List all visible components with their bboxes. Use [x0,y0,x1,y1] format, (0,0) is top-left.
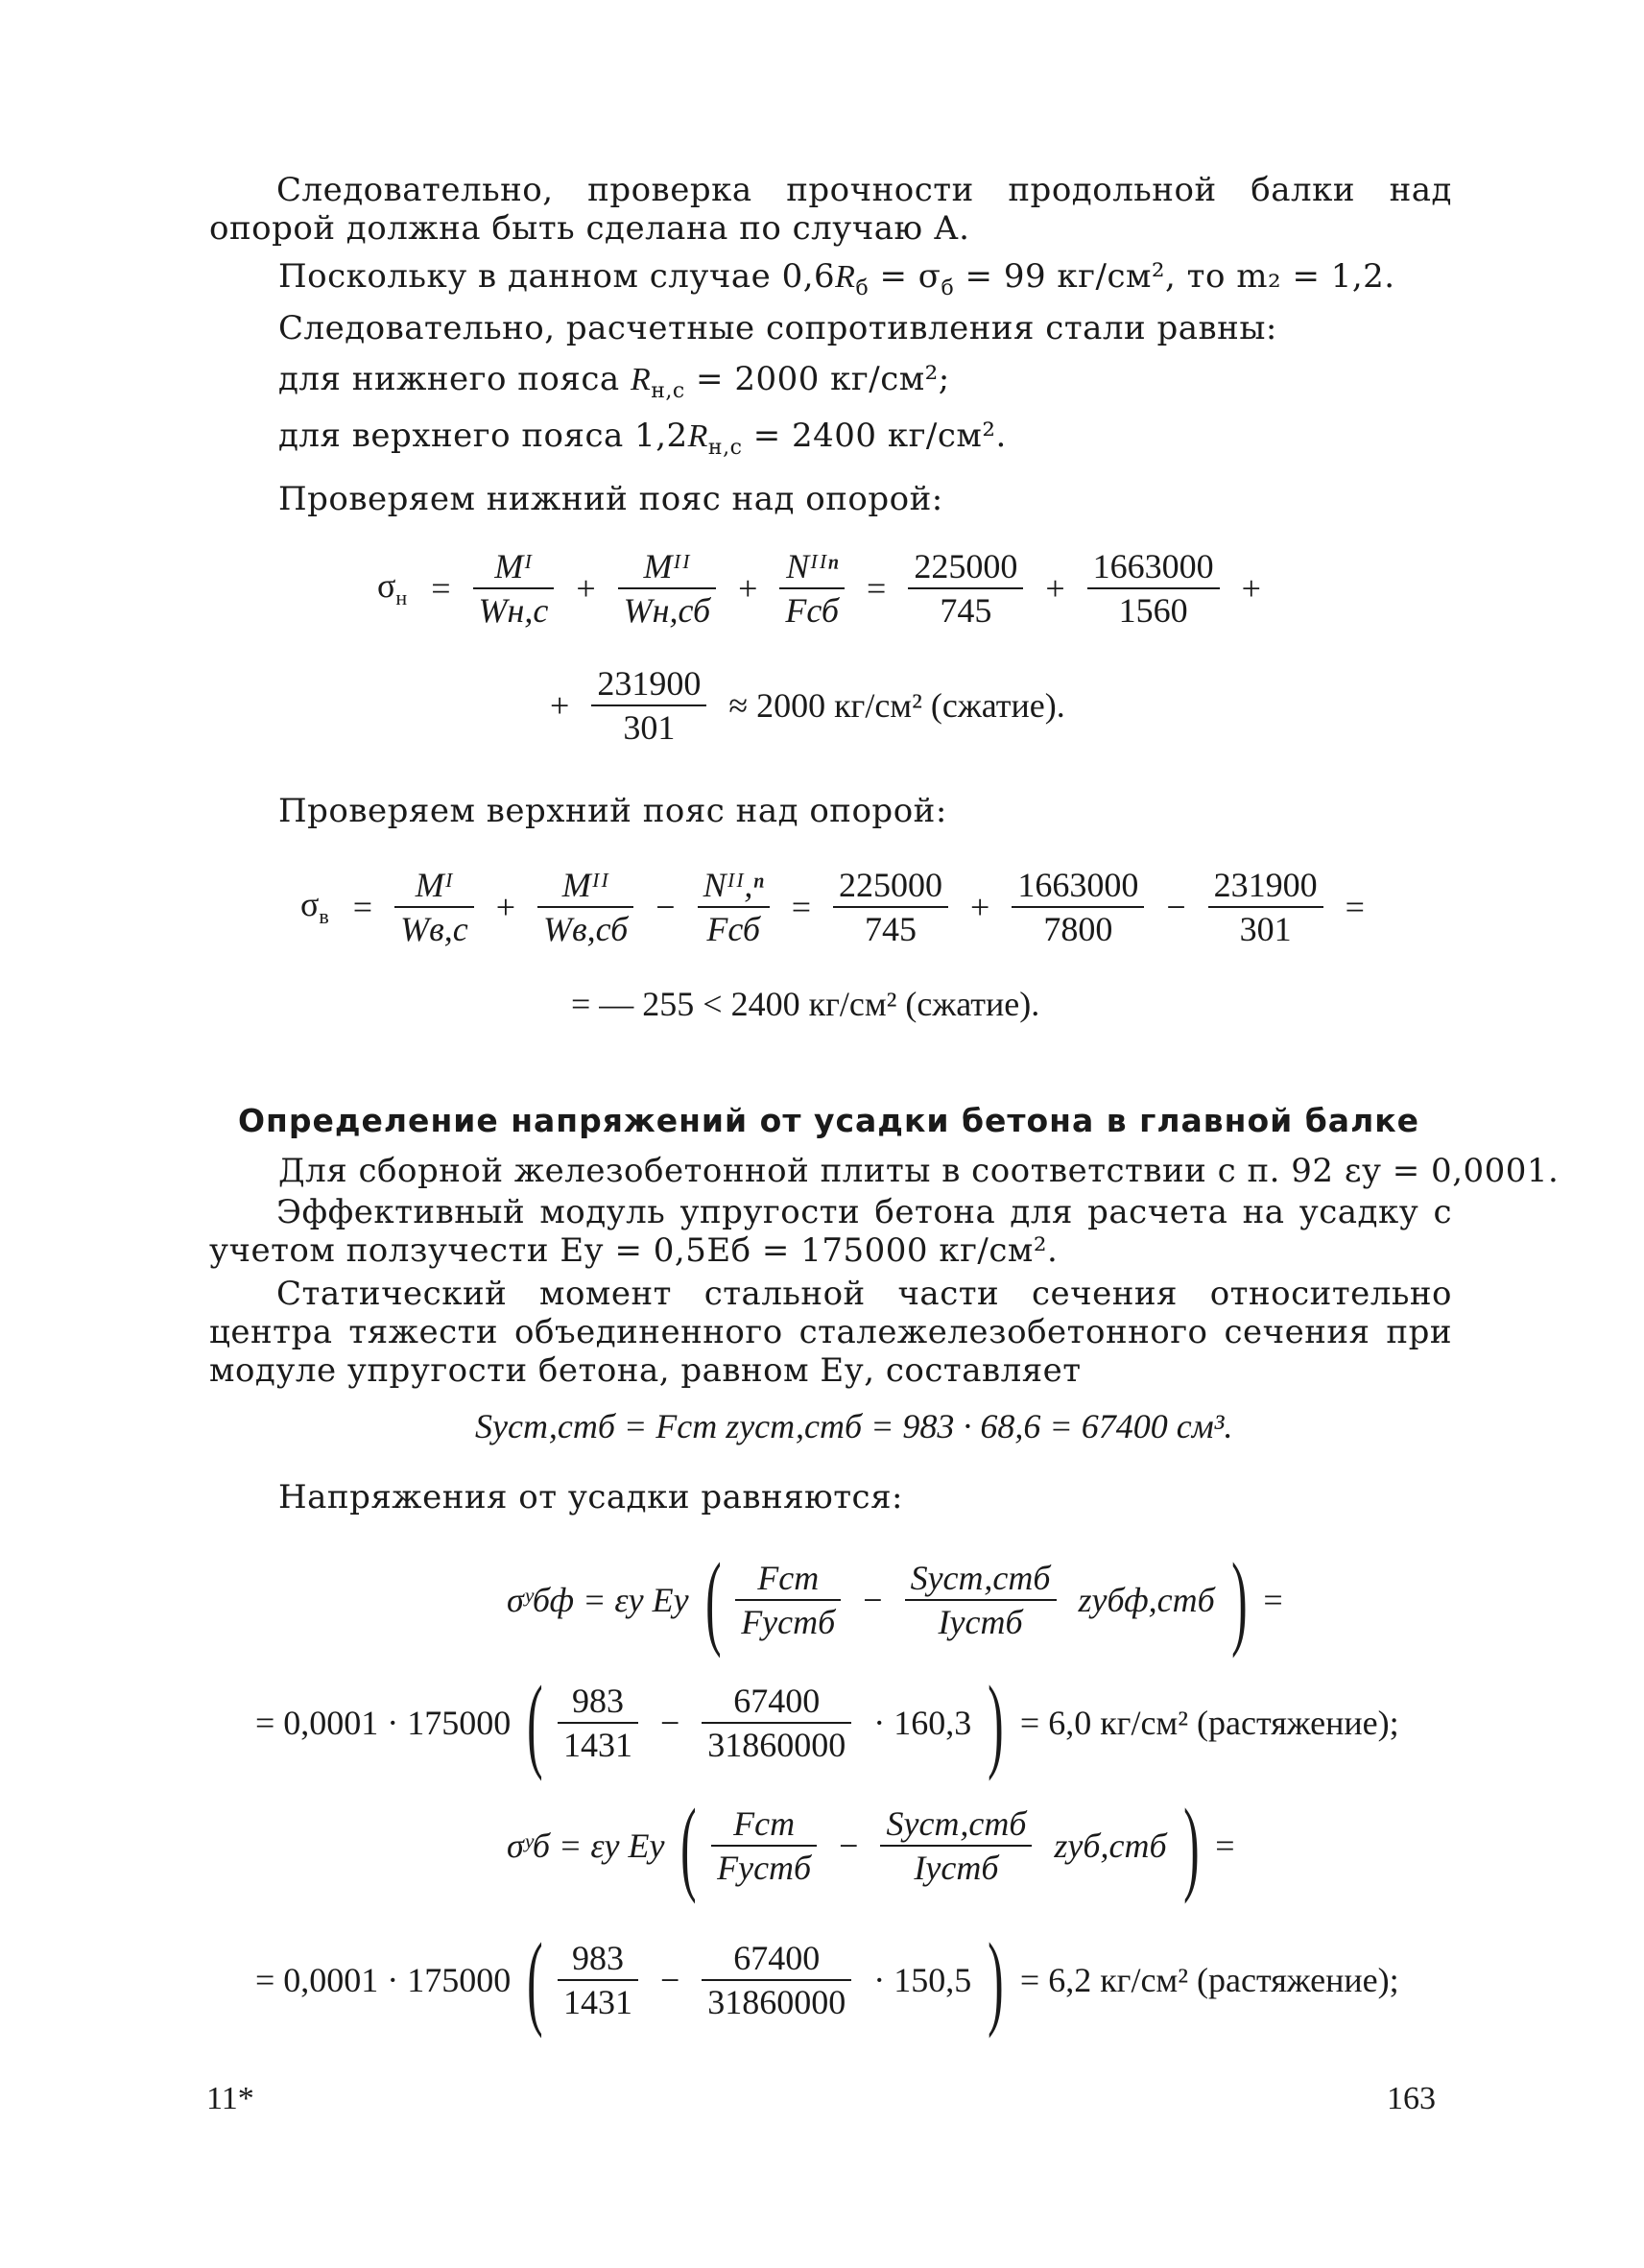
eq5-cmult: · 150,5 [873,1961,972,1999]
para2-sub2: б [941,275,955,300]
signature-mark: 11* [206,2081,254,2116]
eq1-result: ≈ 2000 кг/см² (сжатие). [728,686,1065,725]
equation-lower-chord-cont: + $\frac{231900}{301}$ ≈ 2000 кг/см² (сжатие). [550,664,1065,747]
eq2-result: = — 255 < 2400 кг/см² (сжатие). [571,985,1040,1023]
paragraph-4 [278,360,950,411]
eq5-frac1: $\frac{\text{Fст}}{\text{Fустб}}$ [711,1802,817,1889]
para5-r: R [687,418,708,454]
eq2-lhs: $\sigma_в$ [300,885,329,929]
equation-shrinkage-bf-calc: = 0,0001 · 175000 ( $\frac{983}{1431}$ − $\frac{67400}{31860000}$ · 160,3 ) = 6,0 кг/см² (растяжение); [255,1664,1399,1781]
eq4-tail: zубф,стб [1078,1581,1215,1619]
eq5-tail: zуб,стб [1054,1826,1167,1865]
page-number: 163 [1387,2081,1436,2116]
paragraph-6: Проверяем нижний пояс над опорой: [278,480,943,518]
eq5-cfrac1: $\frac{983}{1431}$ [558,1937,638,2023]
eq4-frac1: $\frac{\text{Fст}}{\text{Fустб}}$ [735,1557,841,1643]
eq2-value3: $\frac{231900}{301}$ [1208,864,1323,950]
eq5-calc-pre: = 0,0001 · 175000 [255,1961,512,1999]
para4-post: = 2000 кг/см²; [684,360,950,398]
para2-r: R [835,259,856,295]
eq4-cfrac1: $\frac{983}{1431}$ [558,1680,638,1766]
eq4-cmult: · 160,3 [873,1704,972,1742]
eq1-value3: $\frac{231900}{301}$ [591,662,706,749]
eq1-lhs: $\sigma_н$ [377,566,408,610]
eq1-term2: $\frac{\text{Mᴵᴵ}}{Wн,сб}$ [618,545,716,632]
para4-r: R [630,362,652,397]
paragraph-10: Статический момент стальной части сечения относительно центра тяжести объединенного сталежелезобетонного сечения при модуле упругости бетона, равном Eу, составляет [209,1275,1452,1390]
eq1-term3: $\frac{\text{Nᴵᴵⁿ}}{\text{Fсб}}$ [779,545,845,632]
eq1-term1: $\frac{\text{Mᴵ}}{Wн,с}$ [473,545,555,632]
equation-static-moment: Sуст,стб = Fст zуст,стб = 983 · 68,6 = 67400 см³. [475,1407,1233,1445]
paragraph-11: Напряжения от усадки равняются: [278,1478,903,1516]
paragraph-9: Эффективный модуль упругости бетона для расчета на усадку с учетом ползучести Eу = 0,5Eб = 175000 кг/см². [209,1193,1452,1270]
eq4-lhs: σʸбф = εу Eу [507,1581,689,1619]
eq5-cfrac2: $\frac{67400}{31860000}$ [702,1937,851,2023]
equation-shrinkage-b-calc: = 0,0001 · 175000 ( $\frac{983}{1431}$ − $\frac{67400}{31860000}$ · 150,5 ) = 6,2 кг/см² (растяжение); [255,1922,1399,2039]
para5-pre: для верхнего пояса 1,2 [278,417,688,455]
eq2-value2: $\frac{1663000}{7800}$ [1012,864,1144,950]
eq2-value1: $\frac{225000}{745}$ [833,864,948,950]
equation-shrinkage-b: σʸб = εу Eу ( $\frac{\text{Fст}}{\text{Fустб}}$ − $\frac{\text{Sуст,стб}}{\text{Iустб}}$ zуб,стб ) = [507,1787,1235,1904]
eq2-term1: $\frac{\text{Mᴵ}}{Wв,с}$ [394,864,474,950]
eq2-term2: $\frac{\text{Mᴵᴵ}}{Wв,сб}$ [537,864,633,950]
equation-lower-chord: $\sigma_н$ = $\frac{\text{Mᴵ}}{Wн,с}$ + $\frac{\text{Mᴵᴵ}}{Wн,сб}$ + $\frac{\text{Nᴵᴵⁿ}}{\text{Fсб}}$ = $\frac{225000}{745}$ + $\frac{1663000}{1560}$ + [377,547,1261,630]
eq1-value1: $\frac{225000}{745}$ [908,545,1023,632]
paragraph-1: Следовательно, проверка прочности продольной балки над опорой должна быть сделана по случаю А. [209,171,1452,248]
para2-sub: б [855,275,870,300]
paragraph-8: Для сборной железобетонной плиты в соответствии с п. 92 εу = 0,0001. [278,1152,1560,1190]
eq5-lhs: σʸб = εу Eу [507,1826,665,1865]
eq4-frac2: $\frac{\text{Sуст,стб}}{\text{Iустб}}$ [905,1557,1057,1643]
eq5-cresult: = 6,2 кг/см² (растяжение); [1019,1961,1399,1999]
para2-post: = 99 кг/см², то m₂ = 1,2. [954,257,1395,296]
equation-shrinkage-bf: σʸбф = εу Eу ( $\frac{\text{Fст}}{\text{Fустб}}$ − $\frac{\text{Sуст,стб}}{\text{Iустб}}$ zубф,стб ) = [507,1541,1283,1659]
para4-sub: н,с [651,378,685,403]
eq4-cfrac2: $\frac{67400}{31860000}$ [702,1680,851,1766]
section-heading: Определение напряжений от усадки бетона в главной балке [238,1102,1420,1139]
para5-sub: н,с [707,435,743,460]
eq2-term3: $\frac{\text{Nᴵᴵ,ⁿ}}{\text{Fсб}}$ [698,864,770,950]
eq4-calc-pre: = 0,0001 · 175000 [255,1704,512,1742]
eq1-value2: $\frac{1663000}{1560}$ [1087,545,1220,632]
eq4-cresult: = 6,0 кг/см² (растяжение); [1019,1704,1399,1742]
para2-mid: = σ [869,257,941,296]
paragraph-3: Следовательно, расчетные сопротивления стали равны: [278,309,1277,347]
paragraph-5 [278,417,1007,467]
para2-pre: Поскольку в данном случае 0,6 [278,257,836,296]
equation-upper-chord: $\sigma_в$ = $\frac{\text{Mᴵ}}{Wв,с}$ + $\frac{\text{Mᴵᴵ}}{Wв,сб}$ − $\frac{\text{Nᴵᴵ,ⁿ}}{\text{Fсб}}$ = $\frac{225000}{745}$ + $\frac{1663000}{7800}$ − $\frac{231900}{301}$ = [300,866,1365,948]
para5-post: = 2400 кг/см². [742,417,1007,455]
eq5-frac2: $\frac{\text{Sуст,стб}}{\text{Iустб}}$ [880,1802,1032,1889]
para4-pre: для нижнего пояса [278,360,631,398]
paragraph-2 [278,257,1395,308]
paragraph-7: Проверяем верхний пояс над опорой: [278,792,947,830]
